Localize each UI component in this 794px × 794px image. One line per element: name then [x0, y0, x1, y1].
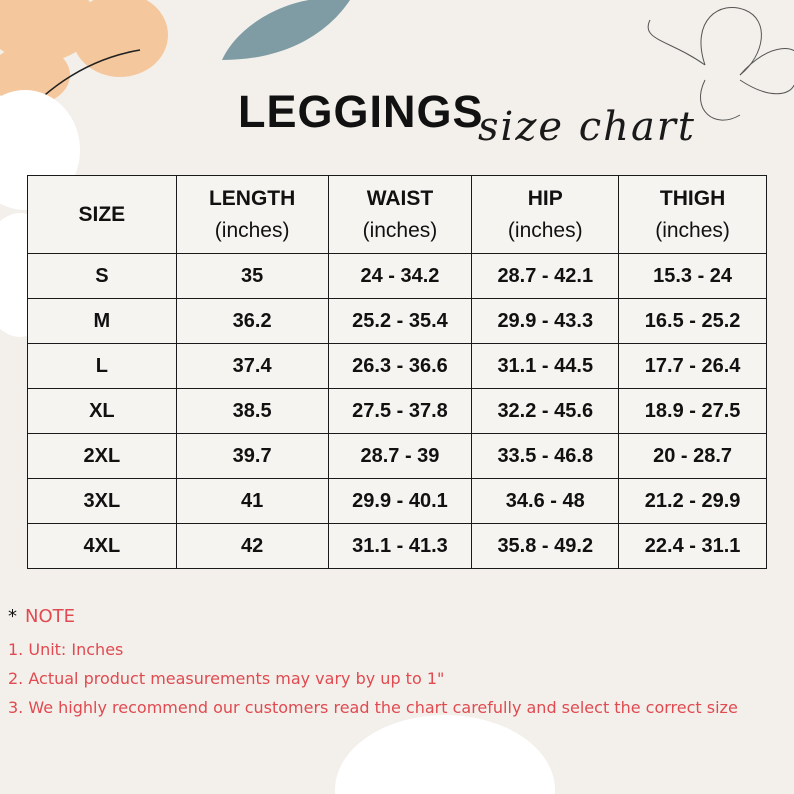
cell-thigh: 21.2 - 29.9 — [619, 479, 767, 524]
header-hip — [472, 176, 619, 254]
table-row — [28, 344, 767, 389]
table-row — [28, 524, 767, 569]
cell-length: 38.5 — [176, 389, 328, 434]
cell-hip: 35.8 - 49.2 — [472, 524, 619, 569]
header-unit: (inches) — [655, 218, 730, 242]
cell-size: 3XL — [28, 479, 177, 524]
table-row — [28, 299, 767, 344]
cell-length: 37.4 — [176, 344, 328, 389]
cell-size: S — [28, 254, 177, 299]
note-title: NOTE — [25, 606, 76, 627]
cell-thigh: 18.9 - 27.5 — [619, 389, 767, 434]
header-label: THIGH — [659, 186, 726, 210]
cell-length: 39.7 — [176, 434, 328, 479]
cell-thigh: 20 - 28.7 — [619, 434, 767, 479]
table-row — [28, 434, 767, 479]
header-label: LENGTH — [208, 186, 296, 210]
table-row — [28, 389, 767, 434]
note-item: 1. Unit: Inches — [8, 640, 124, 659]
cell-size: XL — [28, 389, 177, 434]
table-header-row — [28, 176, 767, 254]
cell-waist: 29.9 - 40.1 — [328, 479, 472, 524]
cell-waist: 26.3 - 36.6 — [328, 344, 472, 389]
note-item: 2. Actual product measurements may vary by up to 1" — [8, 669, 445, 688]
cell-thigh: 15.3 - 24 — [619, 254, 767, 299]
cell-size: L — [28, 344, 177, 389]
title-script: size chart — [478, 104, 696, 150]
cell-hip: 31.1 - 44.5 — [472, 344, 619, 389]
cell-thigh: 16.5 - 25.2 — [619, 299, 767, 344]
cell-thigh: 22.4 - 31.1 — [619, 524, 767, 569]
cell-waist: 24 - 34.2 — [328, 254, 472, 299]
cell-hip: 32.2 - 45.6 — [472, 389, 619, 434]
cell-hip: 34.6 - 48 — [472, 479, 619, 524]
table-row — [28, 254, 767, 299]
header-unit: (inches) — [507, 218, 583, 242]
cell-hip: 28.7 - 42.1 — [472, 254, 619, 299]
table-row — [28, 479, 767, 524]
header-waist — [328, 176, 472, 254]
cell-hip: 33.5 - 46.8 — [472, 434, 619, 479]
notes-section — [8, 606, 738, 722]
cell-length: 42 — [176, 524, 328, 569]
header-size — [28, 176, 177, 254]
header-label: SIZE — [78, 202, 126, 226]
cell-waist: 25.2 - 35.4 — [328, 299, 472, 344]
header-label: WAIST — [366, 186, 434, 210]
cell-hip: 29.9 - 43.3 — [472, 299, 619, 344]
cell-length: 36.2 — [176, 299, 328, 344]
size-chart-table — [27, 175, 767, 569]
cell-length: 41 — [176, 479, 328, 524]
header-label: HIP — [527, 186, 563, 210]
cell-thigh: 17.7 - 26.4 — [619, 344, 767, 389]
cell-waist: 31.1 - 41.3 — [328, 524, 472, 569]
cell-length: 35 — [176, 254, 328, 299]
header-unit: (inches) — [362, 218, 438, 242]
header-length — [176, 176, 328, 254]
cell-size: M — [28, 299, 177, 344]
cell-size: 2XL — [28, 434, 177, 479]
cell-waist: 27.5 - 37.8 — [328, 389, 472, 434]
title-main: LEGGINGS — [238, 86, 484, 137]
header-unit: (inches) — [214, 218, 290, 242]
chart-title — [0, 82, 794, 162]
note-item: 3. We highly recommend our customers read the chart carefully and select the correct size — [8, 698, 738, 717]
cell-size: 4XL — [28, 524, 177, 569]
cell-waist: 28.7 - 39 — [328, 434, 472, 479]
header-thigh — [619, 176, 767, 254]
note-heading — [8, 606, 738, 627]
white-flower-bottom-icon — [335, 715, 555, 794]
blue-leaf-icon — [222, 0, 350, 60]
note-star: * — [8, 606, 17, 627]
